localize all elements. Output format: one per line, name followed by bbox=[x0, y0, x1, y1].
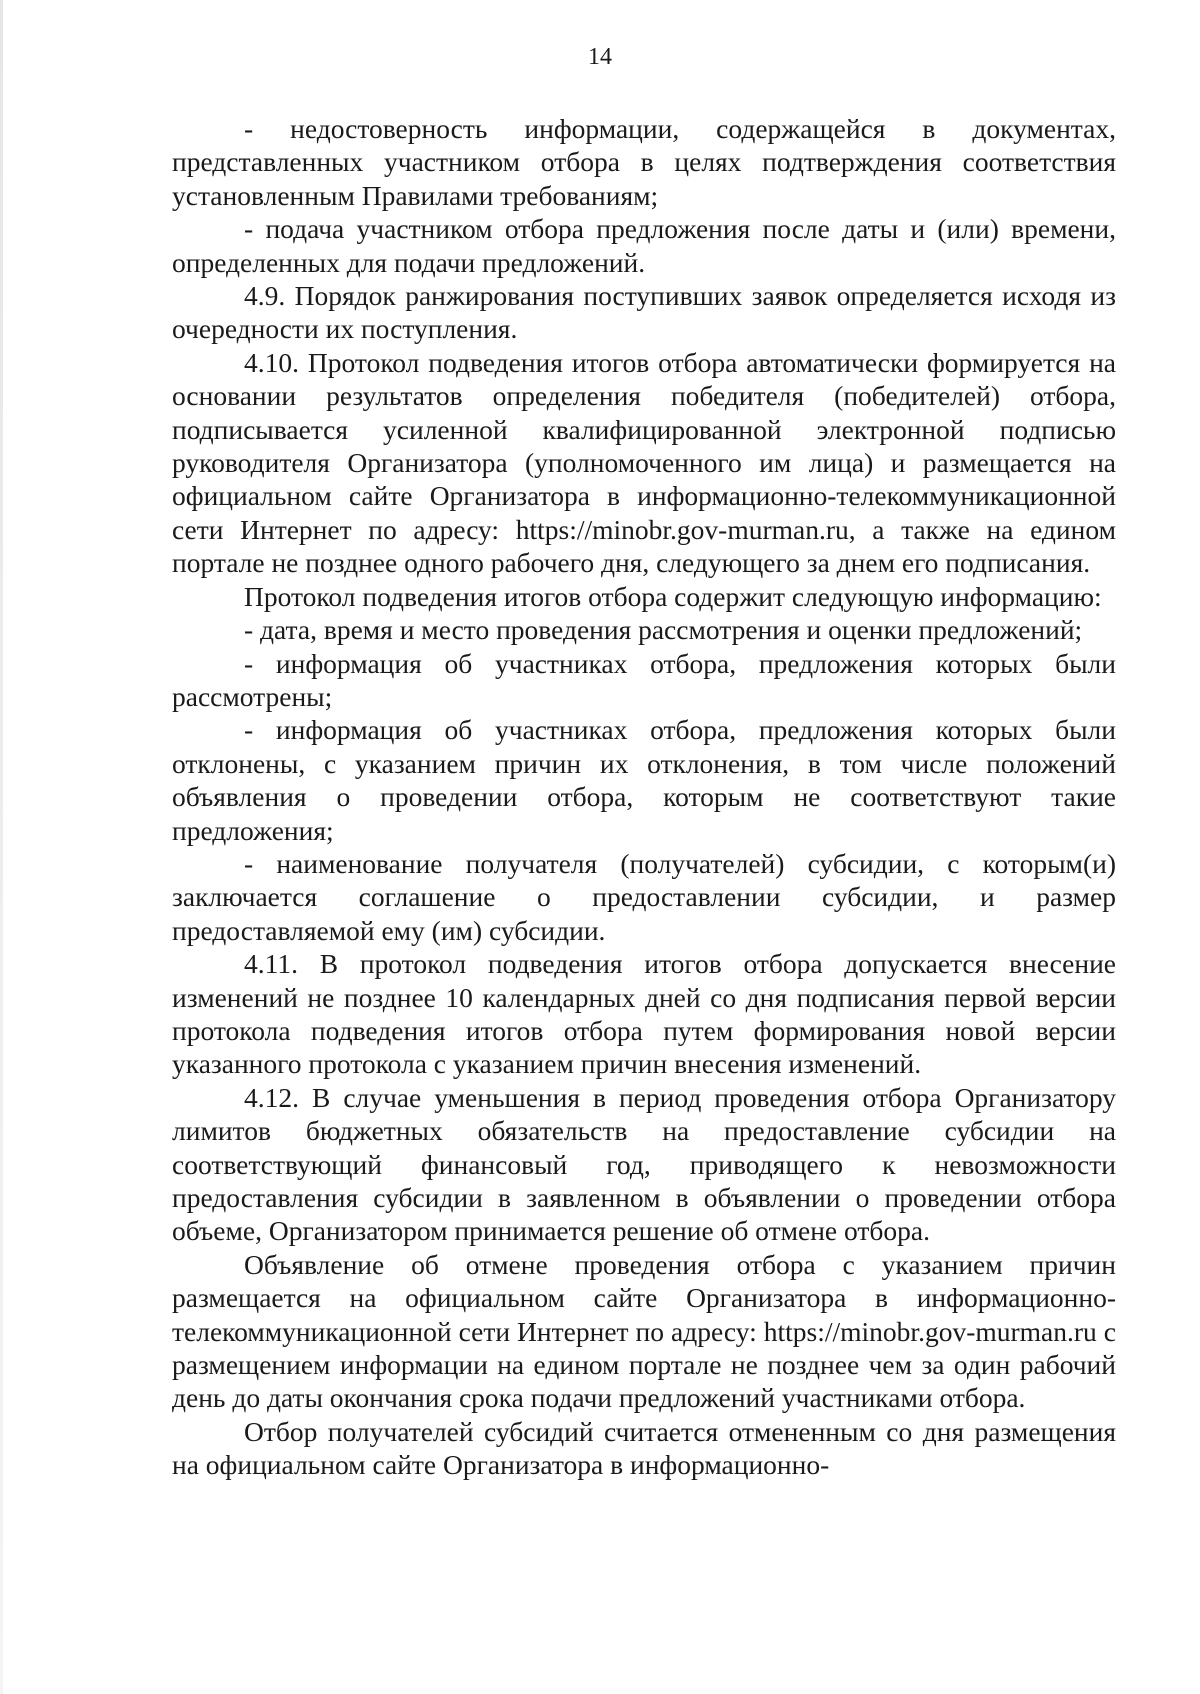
paragraph-reviewed-participants: - информация об участниках отбора, предложения которых были рассмотрены; bbox=[172, 647, 1116, 712]
paragraph-4-9: 4.9. Порядок ранжирования поступивших заявок определяется исходя из очередности их поступления. bbox=[172, 280, 1116, 345]
paragraph-cancellation-notice: Объявление об отмене проведения отбора с указанием причин размещается на официальном сайте Организатора в информационно-телекоммуникационной сети Интернет по адресу: https://minobr.gov-murman.ru с размещением информации на едином портале не позднее чем за один рабочий день до даты окончания срока подачи предложений участниками отбора. bbox=[172, 1248, 1116, 1414]
scan-edge bbox=[0, 0, 3, 1694]
paragraph-4-12: 4.12. В случае уменьшения в период проведения отбора Организатору лимитов бюджетных обязательств на предоставление субсидии на соответствующий финансовый год, приводящего к невозможности предоставления субсидии в заявленном в объявлении о проведении отбора объеме, Организатором принимается решение об отмене отбора. bbox=[172, 1081, 1116, 1247]
paragraph-late-submission: - подача участником отбора предложения после даты и (или) времени, определенных для подачи предложений. bbox=[172, 213, 1116, 278]
paragraph-cancellation-effective: Отбор получателей субсидий считается отмененным со дня размещения на официальном сайте Организатора в информационно- bbox=[172, 1415, 1116, 1481]
paragraph-4-10: 4.10. Протокол подведения итогов отбора автоматически формируется на основании результатов определения победителя (победителей) отбора, подписывается усиленной квалифицированной электронной подписью руководителя Организатора (уполномоченного им лица) и размещается на официальном сайте Организатора в информационно-телекоммуникационной сети Интернет по адресу: https://minobr.gov-murman.ru, а также на едином портале не позднее одного рабочего дня, следующего за днем его подписания. bbox=[172, 346, 1116, 579]
paragraph-date-time-place: - дата, время и место проведения рассмотрения и оценки предложений; bbox=[244, 614, 1083, 646]
document-body bbox=[172, 112, 1116, 1482]
paragraph-recipient-name: - наименование получателя (получателей) субсидии, с которым(и) заключается соглашение о предоставлении субсидии, и размер предоставляемой ему (им) субсидии. bbox=[172, 847, 1116, 946]
paragraph-unreliable-info: - недостоверность информации, содержащейся в документах, представленных участником отбора в целях подтверждения соответствия установленным Правилами требованиям; bbox=[172, 113, 1116, 211]
paragraph-protocol-contents: Протокол подведения итогов отбора содержит следующую информацию: bbox=[244, 580, 1102, 612]
page-number: 14 bbox=[588, 44, 612, 70]
paragraph-4-11: 4.11. В протокол подведения итогов отбора допускается внесение изменений не позднее 10 календарных дней со дня подписания первой версии протокола подведения итогов отбора путем формирования новой версии указанного протокола с указанием причин внесения изменений. bbox=[172, 948, 1116, 1080]
paragraph-rejected-participants: - информация об участниках отбора, предложения которых были отклонены, с указанием причин их отклонения, в том числе положений объявления о проведении отбора, которым не соответствуют такие предложения; bbox=[172, 714, 1116, 846]
